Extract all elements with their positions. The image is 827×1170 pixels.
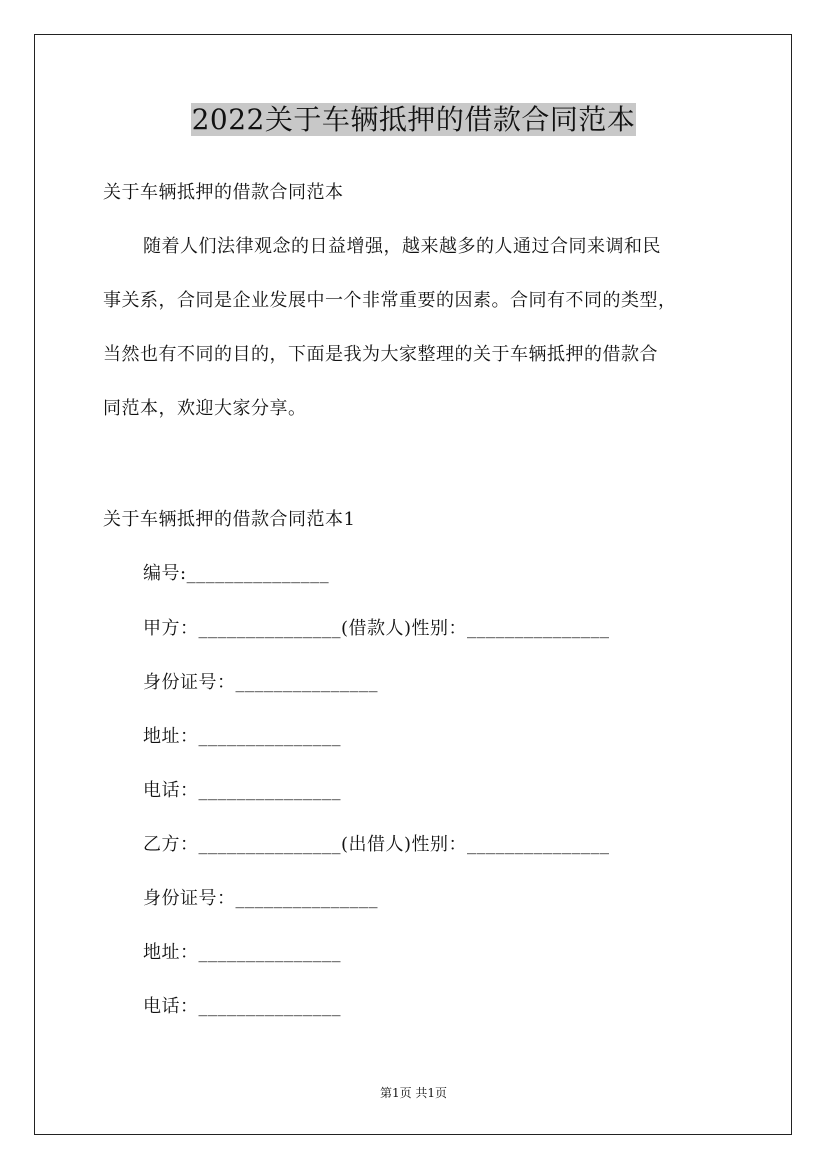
paragraph-line: 当然也有不同的目的，下面是我为大家整理的关于车辆抵押的借款合 <box>103 344 658 365</box>
paragraph-line: 同范本，欢迎大家分享。 <box>103 398 307 419</box>
section-heading: 关于车辆抵押的借款合同范本1 <box>103 509 356 530</box>
intro-heading: 关于车辆抵押的借款合同范本 <box>103 182 344 203</box>
paragraph-line: 随着人们法律观念的日益增强，越来越多的人通过合同来调和民 <box>143 236 661 257</box>
field-party-b-phone: 电话：_______________ <box>143 996 341 1017</box>
field-party-a: 甲方：_______________(借款人)性别：_______________ <box>143 618 610 639</box>
field-party-a-address: 地址：_______________ <box>143 726 341 747</box>
field-party-a-id: 身份证号：_______________ <box>143 672 378 693</box>
field-number: 编号:_______________ <box>143 563 330 584</box>
document-title-container <box>0 100 827 140</box>
paragraph-line: 事关系，合同是企业发展中一个非常重要的因素。合同有不同的类型， <box>103 290 677 311</box>
page-footer: 第1页 共1页 <box>379 1086 448 1100</box>
field-party-b-address: 地址：_______________ <box>143 942 341 963</box>
document-title: 2022关于车辆抵押的借款合同范本 <box>191 103 636 136</box>
field-party-a-phone: 电话：_______________ <box>143 780 341 801</box>
intro-paragraph <box>103 235 743 451</box>
field-party-b: 乙方：_______________(出借人)性别：_______________ <box>143 834 610 855</box>
field-party-b-id: 身份证号：_______________ <box>143 888 378 909</box>
